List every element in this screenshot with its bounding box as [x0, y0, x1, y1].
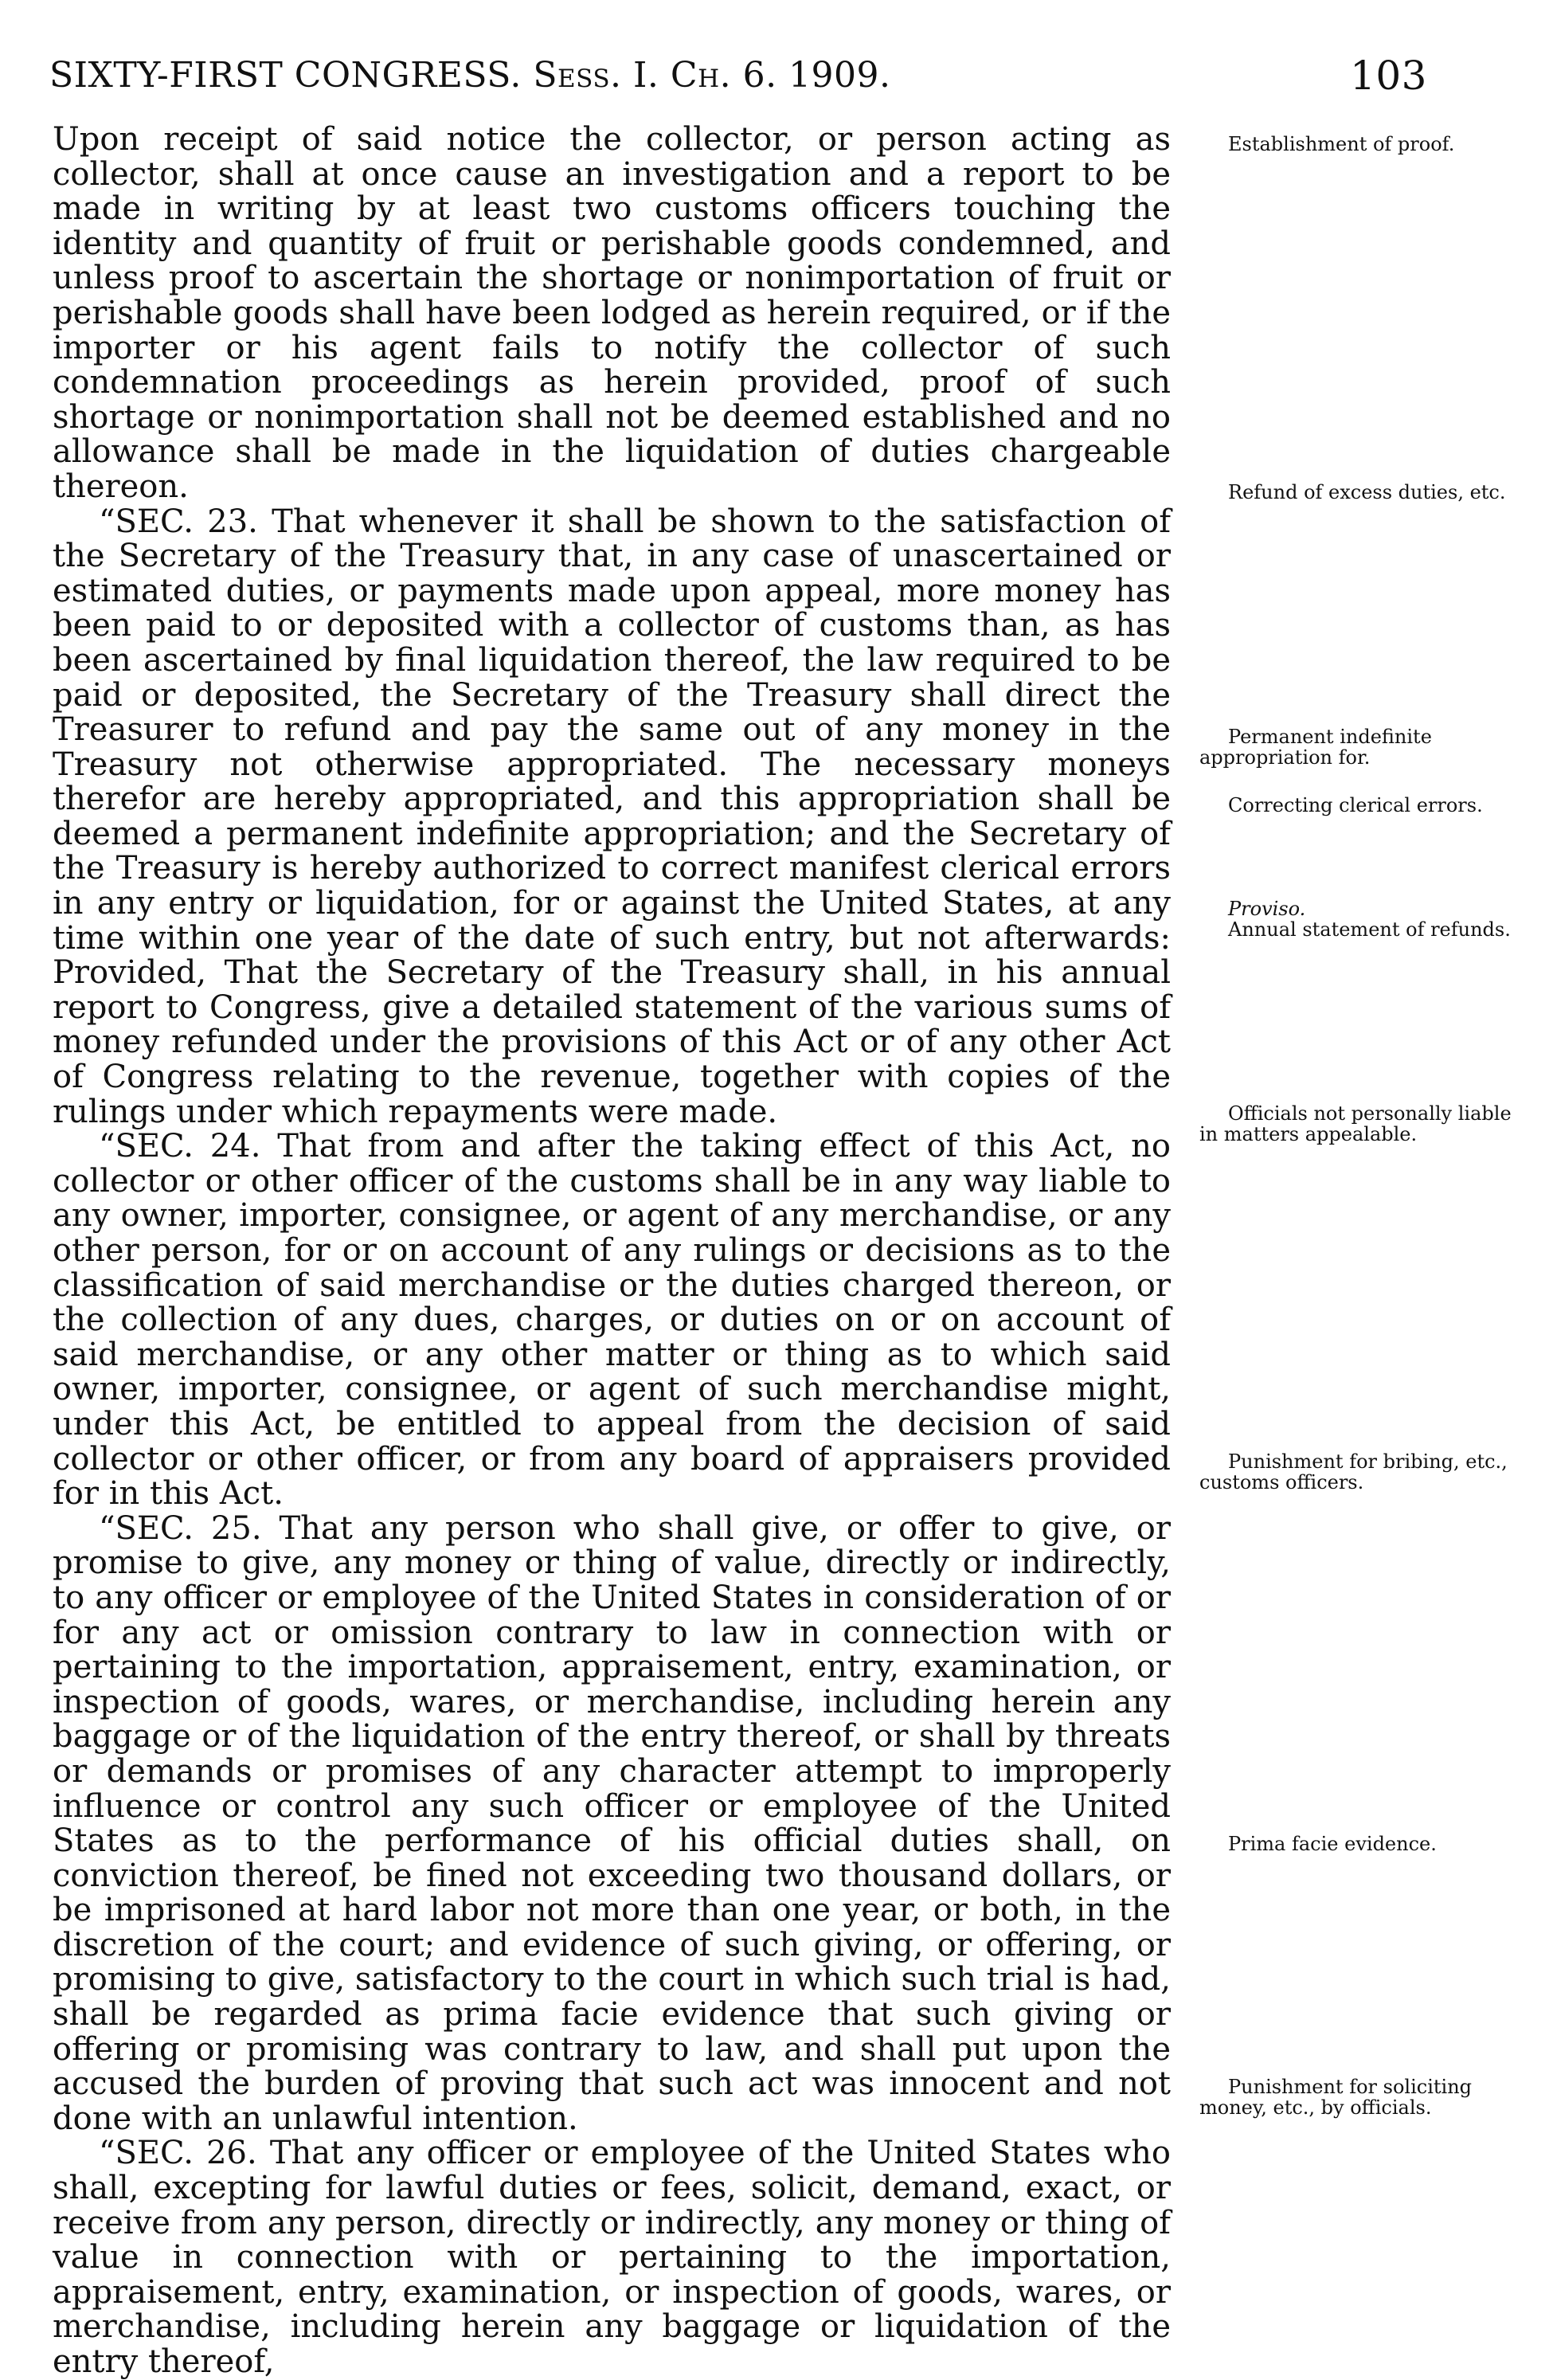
margin-note-punishment-for-bribing: Punishment for bribing, etc., customs officers. — [1199, 1450, 1508, 1493]
margin-note-punishment-for-soliciting: Punishment for soliciting money, etc., by officials. — [1199, 2076, 1473, 2119]
page-number: 103 — [1350, 53, 1427, 99]
margin-note-establishment-of-proof: Establishment of proof. — [1228, 133, 1455, 155]
section-24-paragraph: “SEC. 24. That from and after the taking effect of this Act, no collector or other officer of the customs shall be in any way liable to any owner, importer, consignee, or agent of any merchandise, or any other person, for or on account of any rulings or decisions as to the classification of said merchandise or the duties charged thereon, or the collection of any dues, charges, or duties on or on account of said merchandise, or any other matter or thing as to which said owner, importer, consignee, or agent of such merchandise might, under this Act, be entitled to appeal from the decision of said collector or other officer, or from any board of appraisers provided for in this Act. — [53, 1128, 1171, 1513]
margin-note-proviso-annual-statement — [1199, 898, 1526, 940]
paragraph-establishment-of-proof: Upon receipt of said notice the collector, or person acting as collector, shall at once cause an investigation and a report to be made in writing by at least two customs officers touching the identity and quantity of fruit or perishable goods condemned, and unless proof to ascertain the shortage or nonimportation of fruit or perishable goods shall have been lodged as herein required, or if the importer or his agent fails to notify the collector of such condemnation proceedings as herein provided, proof of such shortage or nonimportation shall not be deemed established and no allowance shall be made in the liquidation of duties chargeable thereon. — [53, 121, 1171, 505]
year-label: 1909. — [788, 55, 891, 96]
section-26-paragraph: “SEC. 26. That any officer or employee of the United States who shall, excepting for lawful duties or fees, solicit, demand, exact, or receive from any person, directly or indirectly, any money or thing of value in connection with or pertaining to the importation, appraisement, entry, examination, or inspection of goods, wares, or merchandise, including herein any baggage or liquidation of the entry thereof, — [53, 2135, 1171, 2380]
margin-note-refund-of-excess-duties: Refund of excess duties, etc. — [1228, 481, 1506, 503]
proviso-label: Proviso. — [1228, 898, 1306, 920]
margin-note-permanent-appropriation: Permanent indefinite appropriation for. — [1199, 726, 1432, 769]
chapter-label: Ch. 6. — [670, 55, 777, 96]
congress-label: SIXTY-FIRST CONGRESS. — [49, 55, 522, 96]
margin-note-officials-not-liable: Officials not personally liable in matters appealable. — [1199, 1102, 1512, 1145]
section-23-paragraph: “SEC. 23. That whenever it shall be shown to the satisfaction of the Secretary of the Treasury that, in any case of unascertained or estimated duties, or payments made upon appeal, more money has been paid to or deposited with a collector of customs than, as has been ascertained by final liquidation thereof, the law required to be paid or deposited, the Secretary of the Treasury shall direct the Treasurer to refund and pay the same out of any money in the Treasury not otherwise appropriated. The necessary moneys therefor are hereby appropriated, and this appropriation shall be deemed a permanent indefinite appropriation; and the Secretary of the Treasury is hereby authorized to correct manifest clerical errors in any entry or liquidation, for or against the United States, at any time within one year of the date of such entry, but not afterwards: Provided, That the Secretary of the Treasury shall, in his annual report to Congress, give a detailed statement of the various sums of money refunded under the provisions of this Act or of any other Act of Congress relating to the revenue, together with copies of the rulings under which repayments were made. — [53, 503, 1171, 1130]
margin-note-prima-facie-evidence: Prima facie evidence. — [1228, 1833, 1437, 1855]
margin-note-correcting-clerical-errors: Correcting clerical errors. — [1228, 794, 1483, 816]
session-label: Sess. I. — [533, 55, 659, 96]
running-header — [49, 49, 1427, 102]
section-25-paragraph: “SEC. 25. That any person who shall give, or offer to give, or promise to give, any money or thing of value, directly or indirectly, to any officer or employee of the United States in consideration of or for any act or omission contrary to law in connection with or pertaining to the importation, appraisement, entry, examination, or inspection of goods, wares, or merchandise, including herein any baggage or of the liquidation of the entry thereof, or shall by threats or demands or promises of any character attempt to improperly influence or control any such officer or employee of the United States as to the performance of his official duties shall, on conviction thereof, be fined not exceeding two thousand dollars, or be imprisoned at hard labor not more than one year, or both, in the discretion of the court; and evidence of such giving, or offering, or promising to give, satisfactory to the court in which such trial is had, shall be regarded as prima facie evidence that such giving or offering or promising was contrary to law, and shall put upon the accused the burden of proving that such act was innocent and not done with an unlawful intention. — [53, 1509, 1171, 2137]
running-head-text — [49, 49, 891, 102]
statute-body — [53, 123, 1171, 2380]
annual-statement-note: Annual statement of refunds. — [1228, 918, 1511, 941]
